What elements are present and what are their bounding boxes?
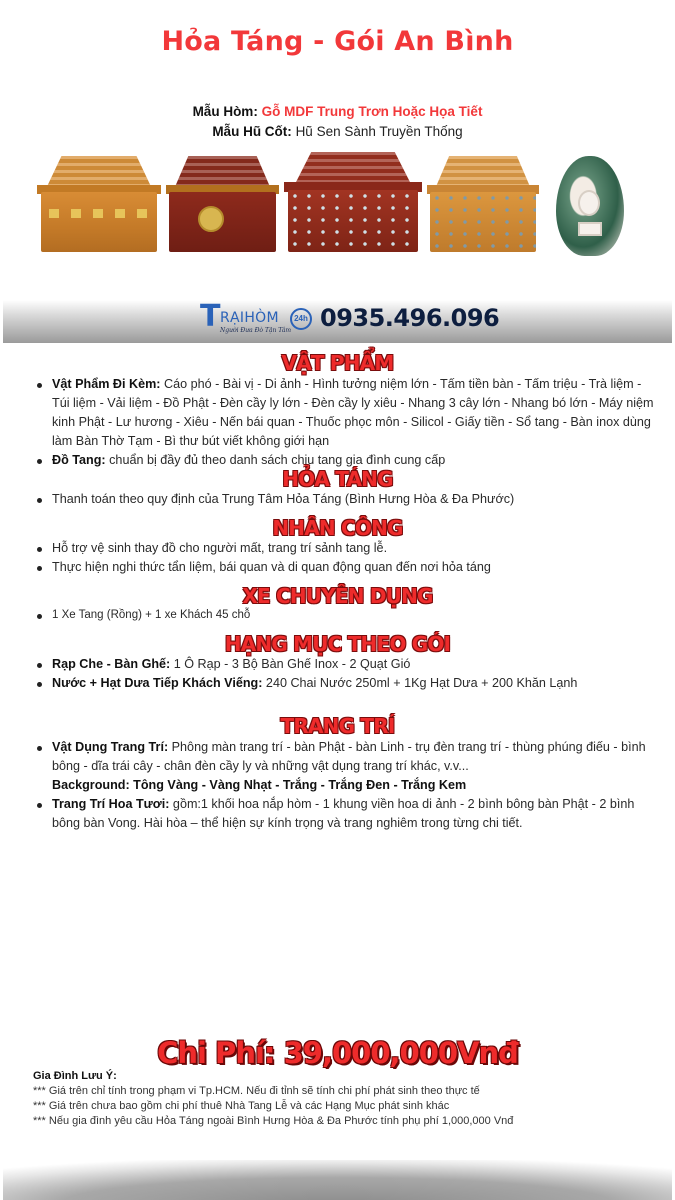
- trang-tri-list: [34, 738, 654, 833]
- coffin-spec-value: Gỗ MDF Trung Trơn Hoặc Họa Tiết: [261, 104, 483, 119]
- urn-spec-label: Mẫu Hũ Cốt:: [212, 124, 292, 139]
- note-line: *** Giá trên chưa bao gồm chi phí thuê Nhà Tang Lễ và các Hạng Mục phát sinh khác: [33, 1100, 450, 1112]
- family-notes: [33, 1069, 653, 1129]
- section-title-nhan-cong: NHÂN CÔNG: [272, 516, 403, 540]
- section-title-trang-tri: TRANG TRÍ: [280, 714, 395, 738]
- clock-24h-icon: 24h: [290, 308, 312, 330]
- section-title-hang-muc: HẠNG MỤC THEO GÓI: [224, 632, 451, 656]
- hang-muc-list: [34, 655, 654, 693]
- item-text: 1 Xe Tang (Rồng) + 1 xe Khách 45 chỗ: [52, 609, 251, 621]
- coffin-plain-light-wood-image: [37, 156, 161, 252]
- urn-spec: [0, 124, 675, 139]
- section-title-xe-chuyen-dung: XE CHUYÊN DỤNG: [242, 584, 433, 608]
- item-label: Trang Trí Hoa Tươi:: [52, 797, 170, 811]
- background-colors: Background: Tông Vàng - Vàng Nhạt - Trắng - Trắng Đen - Trắng Kem: [52, 778, 467, 792]
- logo-letter: T: [200, 299, 221, 334]
- item-label: Đồ Tang:: [52, 453, 106, 467]
- package-price: Chi Phí: 39,000,000Vnđ: [157, 1036, 518, 1070]
- hotline-phone[interactable]: 0935.496.096: [320, 304, 500, 332]
- brand-logo: [198, 300, 314, 340]
- item-text: Thực hiện nghi thức tẩn liệm, bái quan và di quan động quan đến nơi hỏa táng: [52, 560, 491, 574]
- coffin-spec: [0, 104, 675, 119]
- list-item: [34, 655, 654, 674]
- item-text: Hỗ trợ vệ sinh thay đồ cho người mất, trang trí sảnh tang lễ.: [52, 541, 388, 555]
- note-line: *** Nếu gia đình yêu cầu Hỏa Táng ngoài Bình Hưng Hòa & Đa Phước tính phụ phí 1,000,000 Vnđ: [33, 1115, 514, 1127]
- coffin-light-wood-inlaid-image: [427, 156, 539, 252]
- notes-heading: Gia Đình Lưu Ý:: [33, 1070, 117, 1082]
- item-text: Thanh toán theo quy định của Trung Tâm Hỏa Táng (Bình Hưng Hòa & Đa Phước): [52, 492, 515, 506]
- section-title-vat-pham: VẬT PHẨM: [281, 351, 394, 375]
- item-label: Nước + Hạt Dưa Tiếp Khách Viếng:: [52, 676, 263, 690]
- coffin-dark-red-medallion-image: [166, 156, 279, 252]
- coffin-spec-label: Mẫu Hòm:: [192, 104, 258, 119]
- vat-pham-list: [34, 375, 654, 470]
- nhan-cong-list: [34, 539, 654, 577]
- item-label: Vật Phẩm Đi Kèm:: [52, 377, 161, 391]
- section-title-hoa-tang: HỎA TÁNG: [282, 467, 393, 491]
- urn-lotus-ceramic-image: [556, 156, 624, 256]
- list-item: [34, 375, 654, 451]
- logo-slogan: Người Đưa Đò Tận Tâm: [220, 327, 292, 334]
- list-item: [34, 606, 654, 625]
- hoa-tang-list: [34, 490, 654, 509]
- xe-list: [34, 606, 654, 625]
- list-item: [34, 674, 654, 693]
- list-item: [34, 738, 654, 795]
- urn-spec-value: Hũ Sen Sành Truyền Thống: [295, 124, 463, 139]
- item-text: Phông màn trang trí - bàn Phật - bàn Linh - trụ đèn trang trí - thùng phúng điếu - bình bông - dĩa trái cây - chân đèn cầy ly và những vật dụng trang trí khác, v.v...: [52, 740, 646, 773]
- footer-shadow: [3, 1160, 672, 1200]
- item-text: gồm:1 khối hoa nắp hòm - 1 khung viền hoa di ảnh - 2 bình bông bàn Phật - 2 bình bông bàn Vong. Hài hòa – thể hiện sự kính trọng và trang nghiêm trong từng chi tiết.: [52, 797, 635, 830]
- item-text: Cáo phó - Bài vị - Di ảnh - Hình tưởng niệm lớn - Tấm tiền bàn - Tấm triệu - Trà liệm - Túi liệm - Vải liệm - Đồ Phật - Đèn cầy ly lớn - Đèn cầy ly xiêu - Nhang 3 cây lớn - Nhang bó lớn - Máy niệm kinh Phật - Lư hương - Xiêu - Nến bái quan - Thuốc phọc môn - Silicol - Giấy tiền - Sổ tang - Bàn inox dùng làm Bàn Thờ Tạm - Bì thư bút viết không giới hạn: [52, 377, 654, 448]
- item-text: 1 Ô Rạp - 3 Bộ Bàn Ghế Inox - 2 Quạt Gió: [170, 657, 411, 671]
- page-title: Hỏa Táng - Gói An Bình: [161, 26, 514, 57]
- list-item: [34, 539, 654, 558]
- list-item: [34, 795, 654, 833]
- logo-text: RẠIHÒM: [220, 310, 279, 326]
- item-label: Rạp Che - Bàn Ghế:: [52, 657, 171, 671]
- list-item: [34, 558, 654, 577]
- item-label: Vật Dụng Trang Trí:: [52, 740, 169, 754]
- item-text: chuẩn bị đầy đủ theo danh sách chịu tang gia đình cung cấp: [105, 453, 446, 467]
- coffin-red-inlaid-image: [284, 152, 422, 252]
- list-item: [34, 490, 654, 509]
- note-line: *** Giá trên chỉ tính trong phạm vi Tp.HCM. Nếu đi tỉnh sẽ tính chi phí phát sinh theo thực tế: [33, 1085, 480, 1097]
- item-text: 240 Chai Nước 250ml + 1Kg Hạt Dưa + 200 Khăn Lạnh: [262, 676, 578, 690]
- product-gallery: [0, 148, 675, 258]
